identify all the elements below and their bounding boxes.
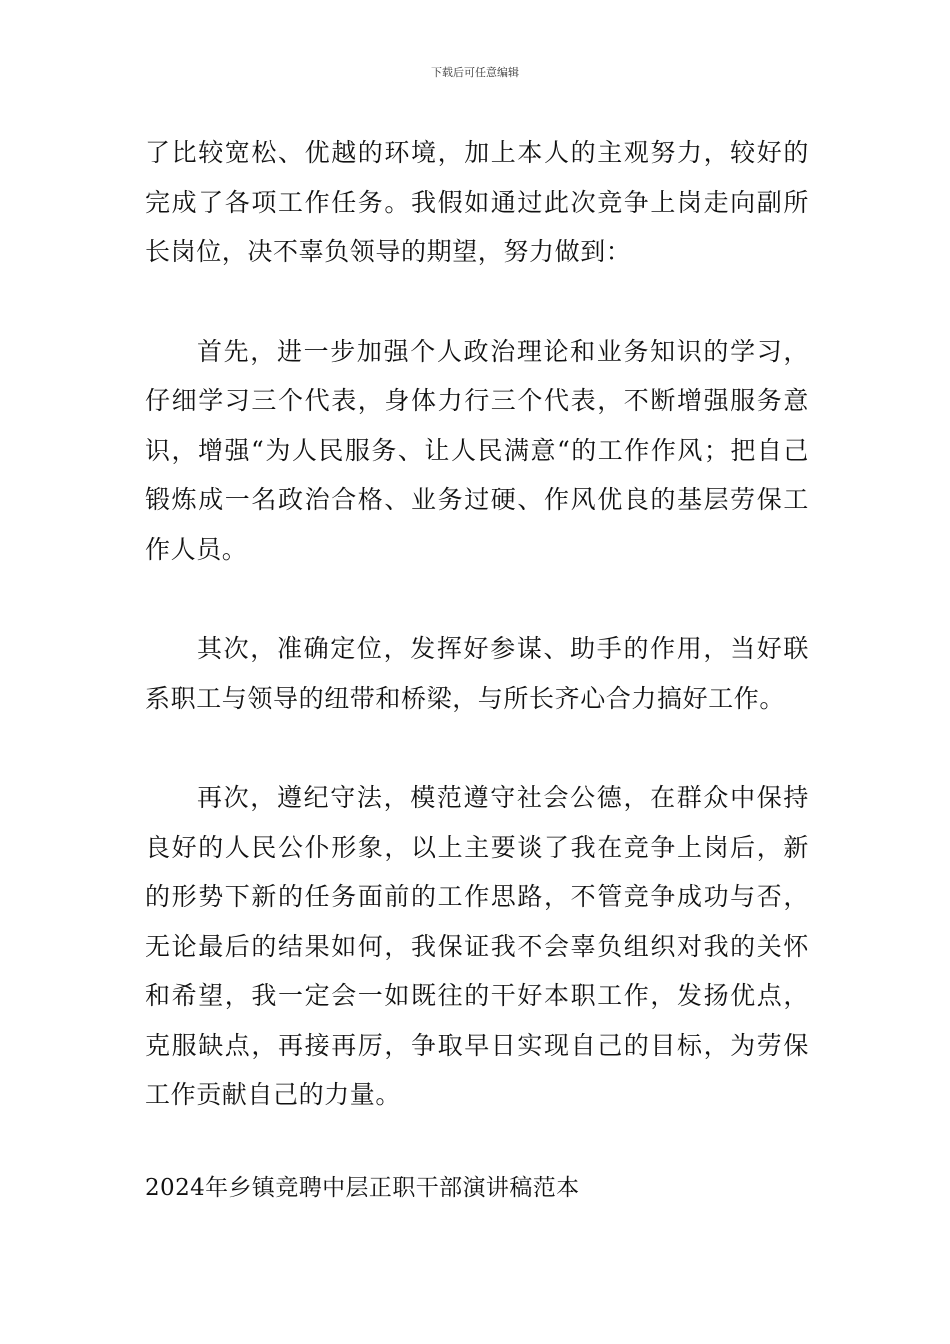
page-header-note: 下载后可任意编辑 — [431, 66, 519, 79]
paragraph-third: 再次，遵纪守法，模范遵守社会公德，在群众中保持良好的人民公仆形象，以上主要谈了我在竞争上岗后，新的形势下新的任务面前的工作思路，不管竞争成功与否，无论最后的结果如何，我保证我不会辜负组织对我的关怀和希望，我一定会一如既往的干好本职工作，发扬优点，克服缺点，再接再厉，争取早日实现自己的目标，为劳保工作贡献自己的力量。 — [145, 783, 809, 1109]
document-body — [145, 128, 809, 1208]
paragraph-second: 其次，准确定位，发挥好参谋、助手的作用，当好联系职工与领导的纽带和桥梁，与所长齐心合力搞好工作。 — [145, 634, 809, 713]
paragraph-first: 首先，进一步加强个人政治理论和业务知识的学习，仔细学习三个代表，身体力行三个代表，不断增强服务意识，增强“为人民服务、让人民满意“的工作作风；把自己锻炼成一名政治合格、业务过硬、作风优良的基层劳保工作人员。 — [145, 336, 809, 564]
paragraph-continuation: 了比较宽松、优越的环境，加上本人的主观努力，较好的完成了各项工作任务。我假如通过此次竞争上岗走向副所长岗位，决不辜负领导的期望，努力做到： — [145, 138, 809, 266]
next-document-title: 2024年乡镇竞聘中层正职干部演讲稿范本 — [145, 1174, 580, 1201]
